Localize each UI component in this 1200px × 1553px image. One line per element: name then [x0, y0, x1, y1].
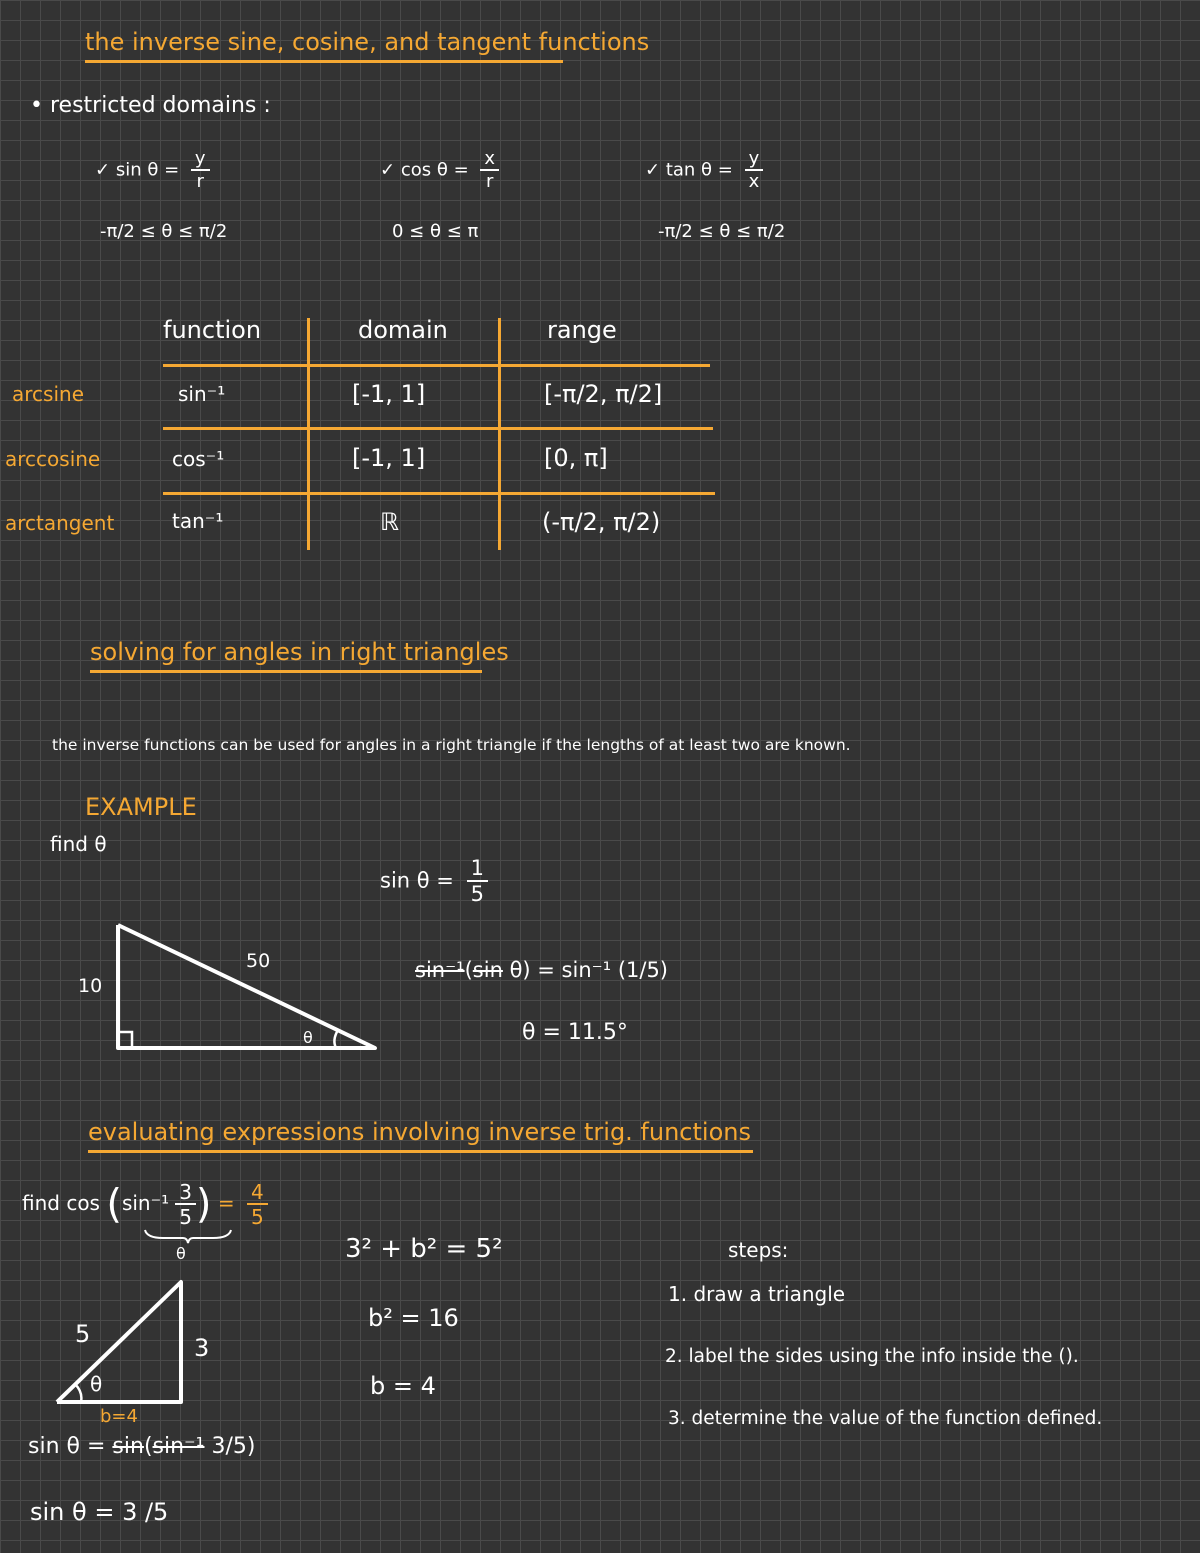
- numerator: 3: [175, 1182, 196, 1205]
- step-3: 3. determine the value of the function defined.: [668, 1408, 1103, 1429]
- sin-restriction: [95, 150, 210, 191]
- cos-interval: 0 ≤ θ ≤ π: [392, 221, 479, 242]
- numerator: y: [745, 150, 764, 171]
- numerator: x: [480, 150, 499, 171]
- equation-rest: 3/5): [204, 1434, 256, 1459]
- fraction-three-fifths: [175, 1182, 196, 1227]
- fraction: [480, 150, 499, 191]
- denominator: 5: [470, 882, 484, 906]
- equals-sign: =: [217, 1191, 235, 1215]
- cos-equation: cos θ =: [400, 159, 469, 181]
- base-label-b4: b=4: [100, 1406, 138, 1427]
- header-range: range: [547, 316, 617, 344]
- table-divider: [498, 318, 501, 550]
- row-name-arctangent: arctangent: [5, 511, 115, 535]
- result-fraction: [247, 1182, 268, 1227]
- cancelled-term: sin: [472, 958, 503, 982]
- table-divider: [163, 492, 715, 495]
- paren-close: ): [195, 1181, 212, 1228]
- row-function: cos⁻¹: [172, 447, 225, 471]
- sin-equation: sin θ =: [115, 159, 180, 181]
- denominator: 5: [179, 1205, 192, 1229]
- row-range: [-π/2, π/2]: [544, 380, 663, 408]
- paren: (: [143, 1434, 153, 1459]
- sin-theta-substitution: [28, 1436, 255, 1458]
- section2-title: solving for angles in right triangles: [90, 640, 482, 673]
- fraction: [745, 150, 764, 191]
- find-prefix: find cos: [22, 1191, 100, 1215]
- equation-lhs: sin θ =: [28, 1434, 106, 1459]
- cancelled-term: sin⁻¹: [415, 958, 465, 982]
- right-angle-marker: [118, 1032, 132, 1048]
- denominator: r: [196, 171, 204, 192]
- row-domain: ℝ: [380, 508, 400, 536]
- angle-theta-label: θ: [303, 1028, 313, 1047]
- numerator: 1: [467, 858, 488, 882]
- angle-arc: [75, 1384, 81, 1402]
- denominator: x: [748, 171, 760, 192]
- paren: (: [464, 958, 473, 982]
- table-divider: [163, 427, 713, 430]
- numerator: 4: [247, 1182, 268, 1205]
- side-label-10: 10: [78, 975, 103, 997]
- table-divider: [163, 364, 710, 367]
- restricted-domains-label: • restricted domains :: [30, 93, 271, 118]
- row-name-arccosine: arccosine: [5, 447, 101, 471]
- steps-title: steps:: [728, 1238, 789, 1262]
- right-triangle-diagram: [70, 910, 390, 1060]
- right-triangle-diagram-2: [45, 1270, 205, 1410]
- fraction-one-fifth: [467, 858, 488, 905]
- check-icon: ✓: [380, 159, 396, 181]
- tan-restriction: [645, 150, 763, 191]
- row-name-arcsine: arcsine: [12, 382, 84, 406]
- section3-title: evaluating expressions involving inverse trig. functions: [88, 1120, 753, 1153]
- row-function: tan⁻¹: [172, 509, 224, 533]
- header-domain: domain: [358, 316, 448, 344]
- triangle-outline: [118, 925, 375, 1048]
- row-domain: [-1, 1]: [352, 444, 426, 472]
- step-1: 1. draw a triangle: [668, 1282, 846, 1306]
- check-icon: ✓: [645, 159, 661, 181]
- brace-theta-label: θ: [176, 1244, 186, 1263]
- hypotenuse-label-5: 5: [75, 1320, 91, 1348]
- sin-theta-equation: [380, 858, 488, 905]
- cos-restriction: [380, 150, 499, 191]
- example-label: EXAMPLE: [85, 793, 197, 821]
- hypotenuse-label-50: 50: [246, 950, 271, 972]
- section2-description: the inverse functions can be used for angles in a right triangle if the lengths of at least two are known.: [52, 736, 851, 754]
- angle-theta-label: θ: [90, 1372, 103, 1396]
- numerator: y: [191, 150, 210, 171]
- angle-arc: [334, 1030, 338, 1048]
- sin-interval: -π/2 ≤ θ ≤ π/2: [100, 221, 228, 242]
- denominator: r: [486, 171, 494, 192]
- paren-open: (: [106, 1181, 122, 1228]
- pythagorean-equation: 3² + b² = 5²: [345, 1234, 503, 1264]
- inverse-sin-step: [415, 960, 668, 981]
- b-value: b = 4: [370, 1372, 436, 1400]
- b-squared: b² = 16: [368, 1304, 459, 1332]
- row-range: [0, π]: [544, 444, 608, 472]
- equation-rest: θ) = sin⁻¹ (1/5): [502, 958, 668, 982]
- denominator: 5: [251, 1205, 264, 1229]
- section1-title: the inverse sine, cosine, and tangent functions: [85, 30, 563, 63]
- tan-equation: tan θ =: [665, 159, 733, 181]
- header-function: function: [163, 316, 262, 344]
- row-range: (-π/2, π/2): [542, 508, 661, 536]
- fraction: [191, 150, 210, 191]
- find-theta-label: find θ: [50, 832, 107, 856]
- cancelled-term: sin⁻¹: [152, 1434, 205, 1459]
- row-function: sin⁻¹: [178, 382, 226, 406]
- theta-result: θ = 11.5°: [522, 1020, 628, 1045]
- underbrace: [143, 1228, 233, 1244]
- find-cos-expression: [22, 1182, 268, 1227]
- opposite-label-3: 3: [194, 1334, 210, 1362]
- row-domain: [-1, 1]: [352, 380, 426, 408]
- cancelled-term: sin: [112, 1434, 144, 1459]
- sin-theta-result: sin θ = 3 /5: [30, 1498, 169, 1526]
- check-icon: ✓: [95, 159, 111, 181]
- equation-lhs: sin θ =: [380, 868, 454, 893]
- table-divider: [307, 318, 310, 550]
- step-2: 2. label the sides using the info inside the ().: [665, 1346, 1079, 1367]
- tan-interval: -π/2 ≤ θ ≤ π/2: [658, 221, 786, 242]
- inner-function: sin⁻¹: [121, 1191, 170, 1215]
